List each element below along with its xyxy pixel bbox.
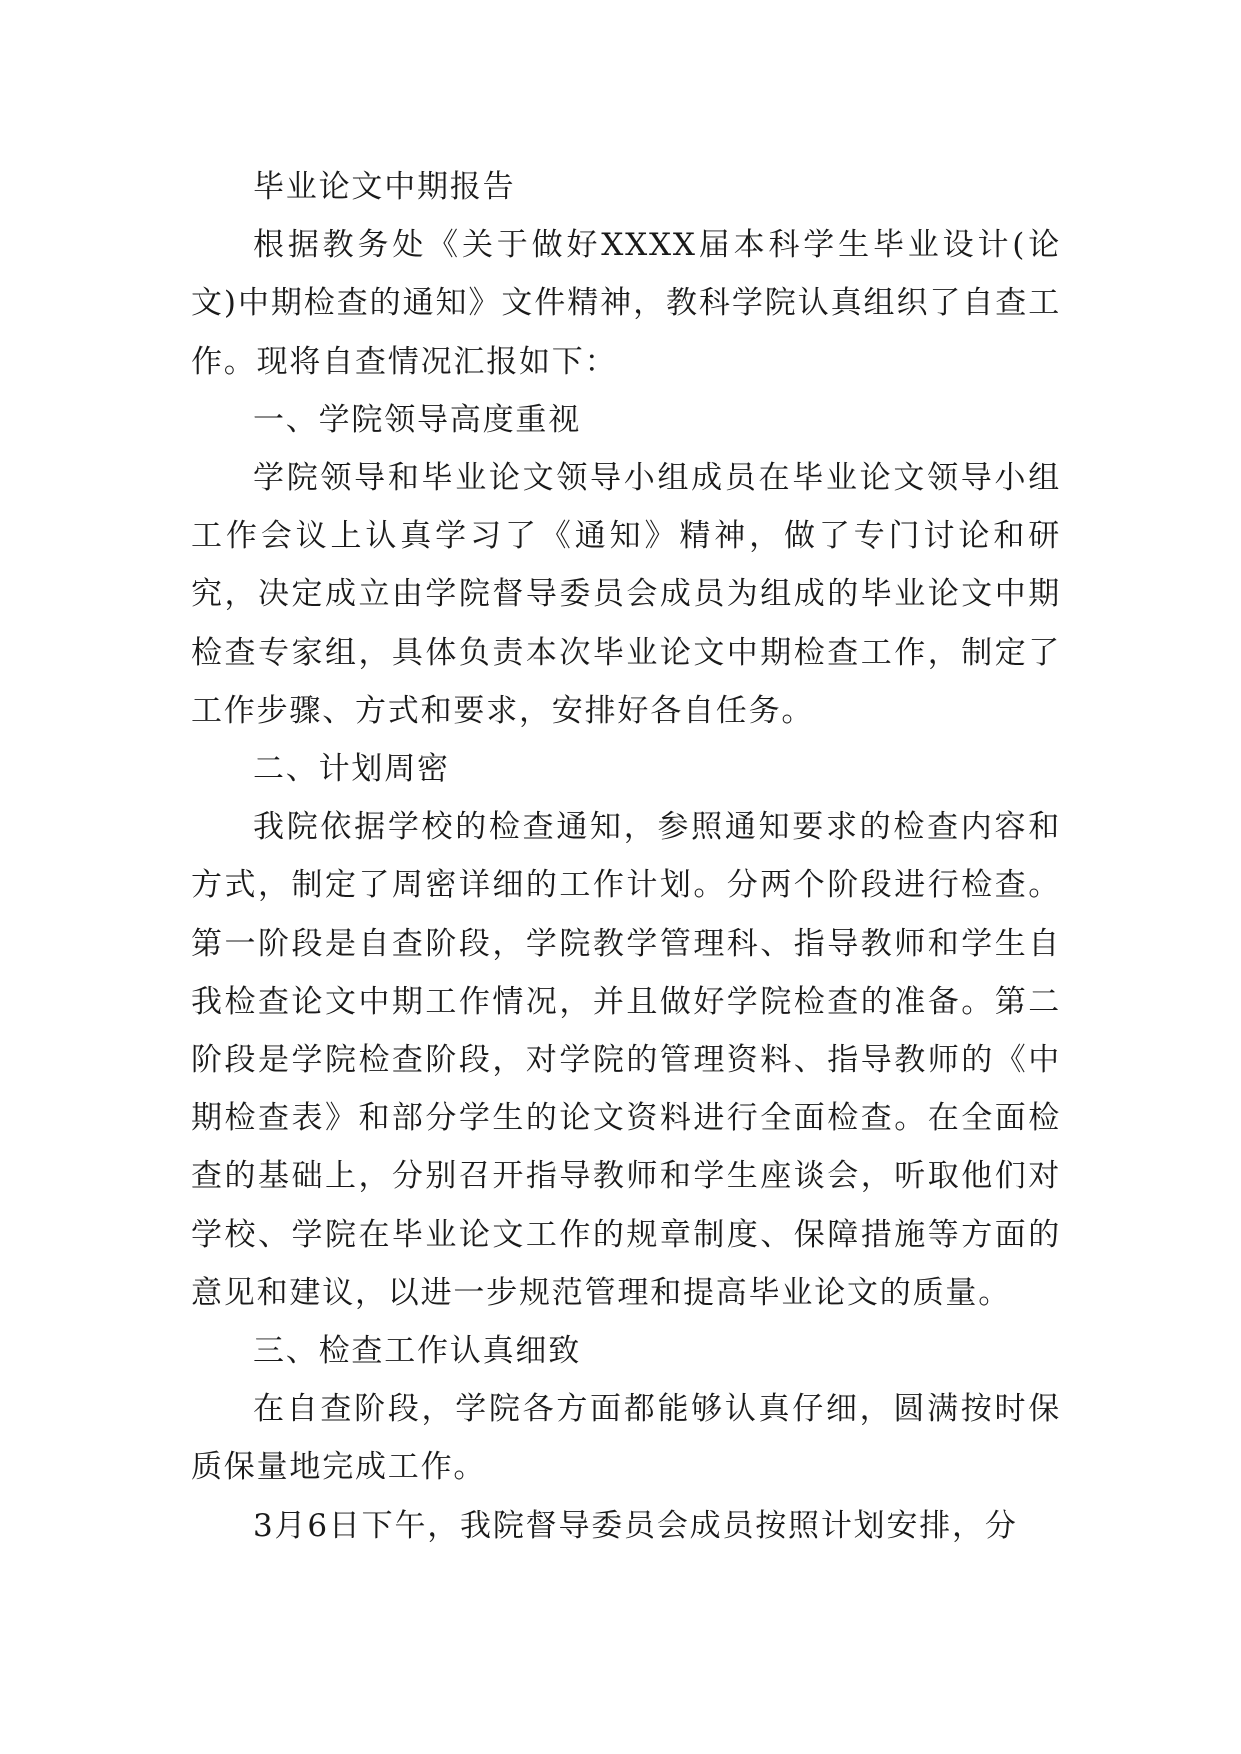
section-heading-1: 一、学院领导高度重视 [253,401,581,438]
paragraph-intro: 根据教务处《关于做好XXXX届本科学生毕业设计(论文)中期检查的通知》文件精神，教科学院认真组织了自查工作。现将自查情况汇报如下： [191,227,1061,380]
paragraph-march-6: 3月6日下午，我院督导委员会成员按照计划安排，分 [253,1507,1018,1544]
document-title: 毕业论文中期报告 [253,169,516,205]
section-heading-3: 三、检查工作认真细致 [253,1333,581,1370]
paragraph-section-3: 在自查阶段，学院各方面都能够认真仔细，圆满按时保质保量地完成工作。 [191,1391,1061,1486]
paragraph-section-1: 学院领导和毕业论文领导小组成员在毕业论文领导小组工作会议上认真学习了《通知》精神，做了专门讨论和研究，决定成立由学院督导委员会成员为组成的毕业论文中期检查专家组，具体负责本次毕业论文中期检查工作，制定了工作步骤、方式和要求，安排好各自任务。 [191,460,1061,729]
document-body [191,158,1061,1555]
paragraph-section-2: 我院依据学校的检查通知，参照通知要求的检查内容和方式，制定了周密详细的工作计划。分两个阶段进行检查。第一阶段是自查阶段，学院教学管理科、指导教师和学生自我检查论文中期工作情况，并且做好学院检查的准备。第二阶段是学院检查阶段，对学院的管理资料、指导教师的《中期检查表》和部分学生的论文资料进行全面检查。在全面检查的基础上，分别召开指导教师和学生座谈会，听取他们对学校、学院在毕业论文工作的规章制度、保障措施等方面的意见和建议，以进一步规范管理和提高毕业论文的质量。 [191,809,1061,1311]
section-heading-2: 二、计划周密 [253,751,450,788]
